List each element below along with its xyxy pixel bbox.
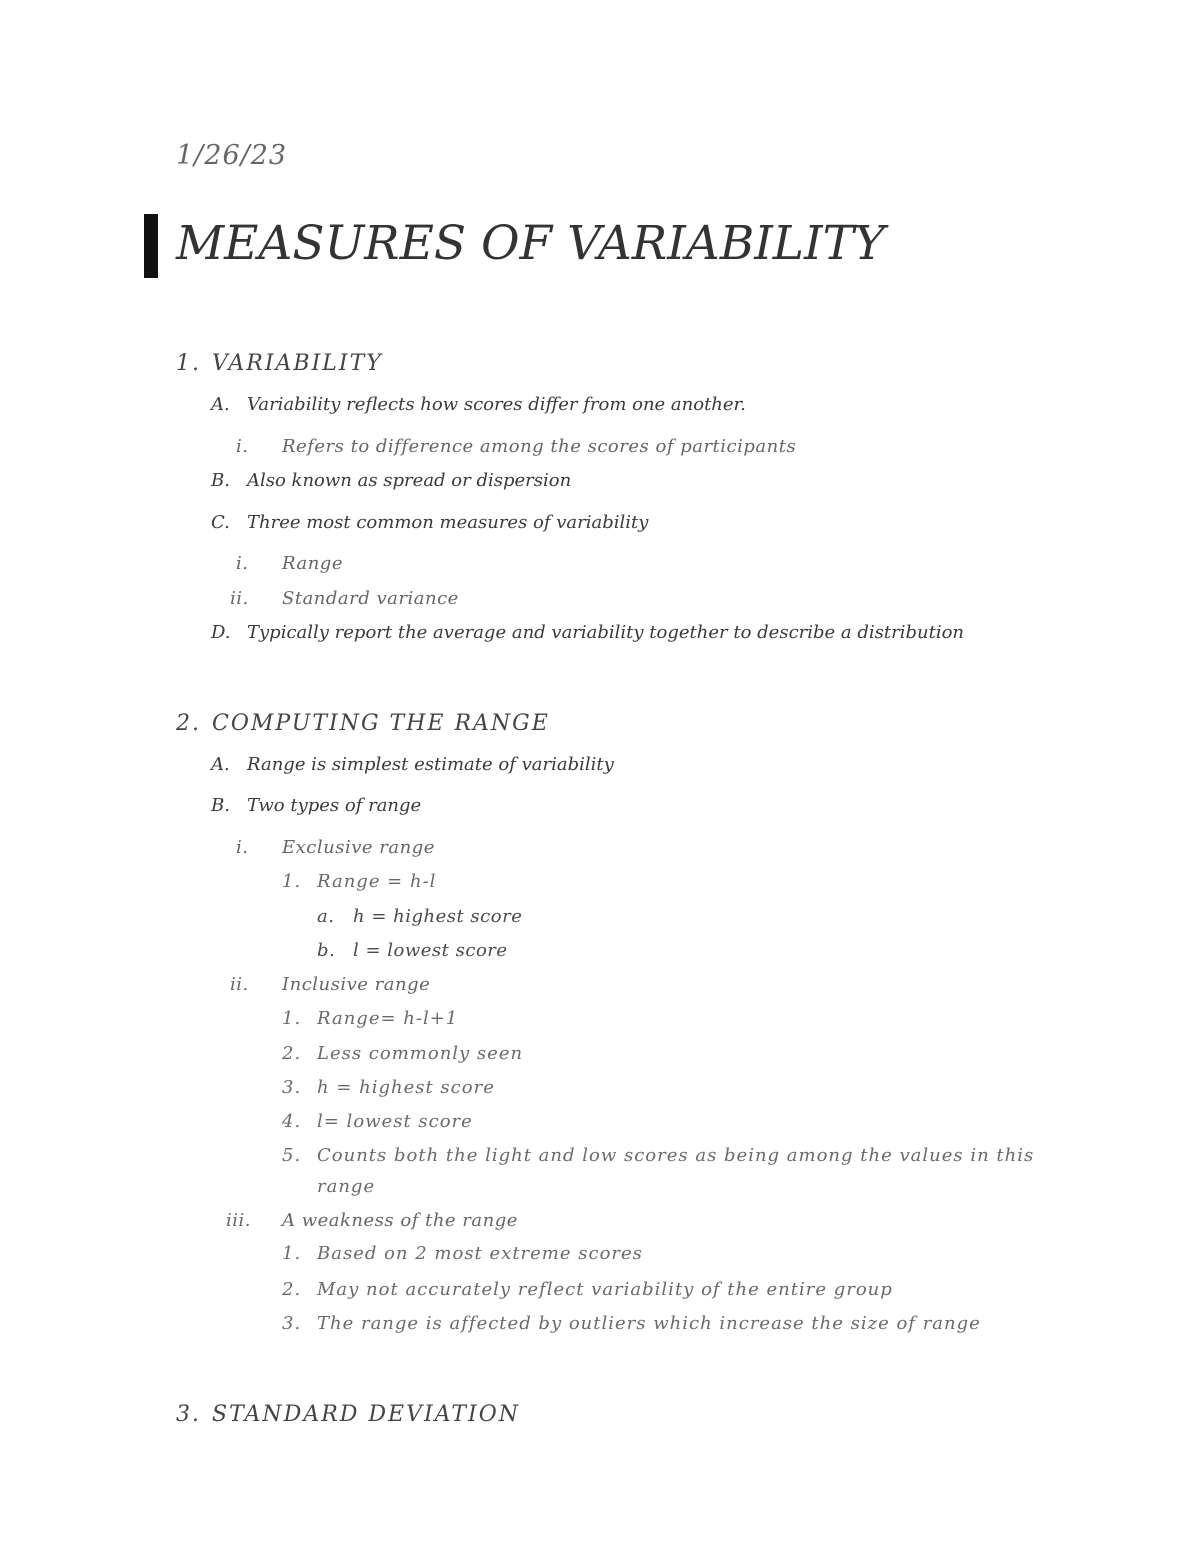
list-marker: 1. xyxy=(176,351,201,376)
list-item-text: Inclusive range xyxy=(282,974,431,995)
section-heading-text: COMPUTING THE RANGE xyxy=(212,711,550,736)
list-item-text: Based on 2 most extreme scores xyxy=(317,1243,643,1264)
list-item-text: h = highest score xyxy=(353,906,523,927)
list-marker: ii. xyxy=(230,588,249,609)
list-marker: B. xyxy=(211,470,230,491)
list-marker: D. xyxy=(211,622,231,643)
section-heading-text: STANDARD DEVIATION xyxy=(212,1402,521,1427)
list-item-text: Three most common measures of variability xyxy=(247,512,649,533)
title-bar-decoration xyxy=(144,214,158,278)
list-item-text: Variability reflects how scores differ from one another. xyxy=(247,394,746,415)
date: 1/26/23 xyxy=(176,140,288,171)
list-item-text: A weakness of the range xyxy=(282,1210,518,1231)
list-item-text: Range= h-l+1 xyxy=(317,1008,459,1029)
list-item-text: Exclusive range xyxy=(282,837,435,858)
list-marker: b. xyxy=(317,940,336,961)
page-title: MEASURES OF VARIABILITY xyxy=(176,216,885,271)
list-item-text: l = lowest score xyxy=(353,940,508,961)
list-marker: i. xyxy=(236,837,249,858)
list-marker: C. xyxy=(211,512,230,533)
list-item-text: Standard variance xyxy=(282,588,459,609)
list-marker: iii. xyxy=(226,1210,251,1231)
list-item-text: l= lowest score xyxy=(317,1111,473,1132)
list-item-text: Typically report the average and variability together to describe a distribution xyxy=(247,622,965,643)
list-item-text: range xyxy=(317,1176,376,1197)
list-marker: i. xyxy=(236,553,249,574)
list-marker: 3. xyxy=(282,1313,302,1334)
list-item-text: Range = h-l xyxy=(317,871,437,892)
list-marker: 2. xyxy=(282,1279,302,1300)
list-item-text: Refers to difference among the scores of participants xyxy=(282,436,797,457)
section-heading-text: VARIABILITY xyxy=(212,351,383,376)
list-marker: A. xyxy=(211,754,230,775)
list-marker: 1. xyxy=(282,871,302,892)
list-marker: 4. xyxy=(282,1111,302,1132)
list-item-text: Range xyxy=(282,553,343,574)
list-item-text: Two types of range xyxy=(247,795,422,816)
list-marker: 3. xyxy=(282,1077,302,1098)
list-item-text: Also known as spread or dispersion xyxy=(247,470,572,491)
list-marker: 5. xyxy=(282,1145,302,1166)
list-marker: 1. xyxy=(282,1243,302,1264)
list-marker: 3. xyxy=(176,1402,201,1427)
list-marker: a. xyxy=(317,906,335,927)
list-item-text: h = highest score xyxy=(317,1077,495,1098)
list-item-text: May not accurately reflect variability of the entire group xyxy=(317,1279,893,1300)
list-item-text: Range is simplest estimate of variability xyxy=(247,754,614,775)
list-marker: 1. xyxy=(282,1008,302,1029)
list-marker: 2. xyxy=(282,1043,302,1064)
list-item-text: Less commonly seen xyxy=(317,1043,524,1064)
list-marker: 2. xyxy=(176,711,201,736)
list-item-text: Counts both the light and low scores as being among the values in this xyxy=(317,1145,1035,1166)
list-marker: ii. xyxy=(230,974,249,995)
list-item-text: The range is affected by outliers which increase the size of range xyxy=(317,1313,981,1334)
list-marker: B. xyxy=(211,795,230,816)
list-marker: i. xyxy=(236,436,249,457)
list-marker: A. xyxy=(211,394,230,415)
